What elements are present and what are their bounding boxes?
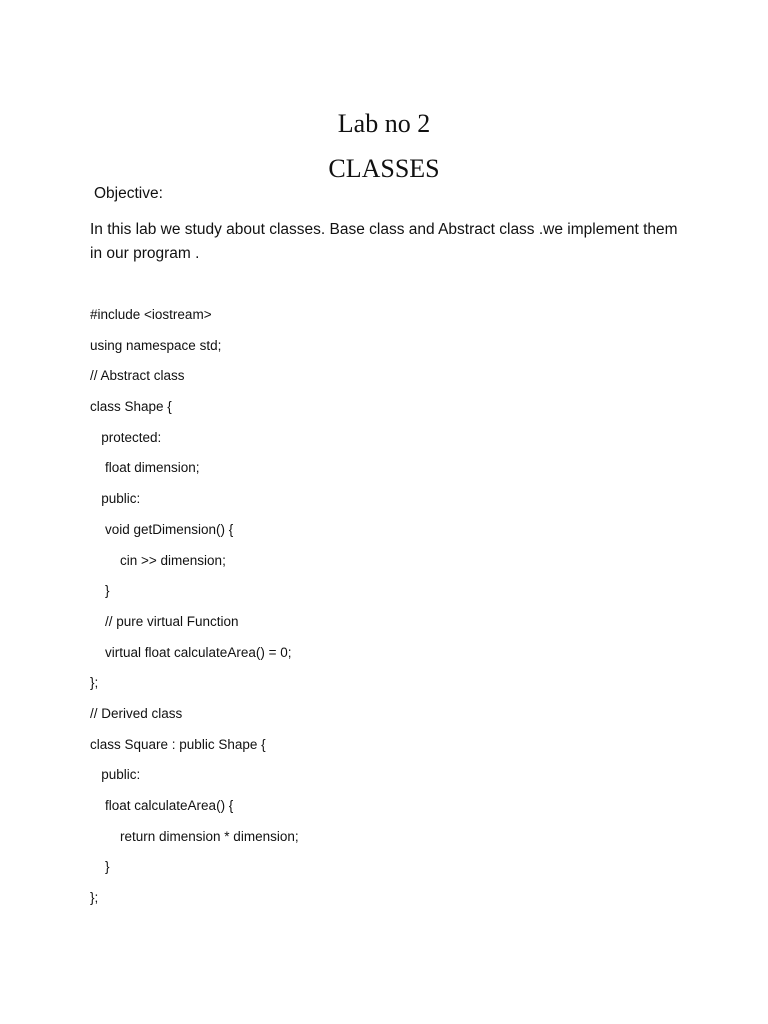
page-subtitle: CLASSES	[328, 154, 440, 183]
code-line: }	[90, 583, 110, 599]
code-line: class Square : public Shape {	[90, 736, 266, 752]
code-line: return dimension * dimension;	[90, 828, 299, 844]
code-line: protected:	[90, 429, 162, 445]
code-line: using namespace std;	[90, 337, 222, 353]
code-line: cin >> dimension;	[90, 552, 226, 568]
code-line: };	[90, 890, 99, 906]
code-block	[90, 305, 299, 919]
objective-paragraph: In this lab we study about classes. Base class and Abstract class .we implement them in our program .	[90, 221, 678, 262]
code-line: // Derived class	[90, 705, 183, 721]
code-line: virtual float calculateArea() = 0;	[90, 644, 292, 660]
code-line: float dimension;	[90, 460, 200, 476]
code-line: };	[90, 675, 99, 691]
code-line: float calculateArea() {	[90, 798, 234, 813]
code-line: // pure virtual Function	[90, 613, 239, 629]
code-line: class Shape {	[90, 399, 172, 415]
code-line: void getDimension() {	[90, 521, 234, 537]
code-line: public:	[90, 767, 141, 783]
page-title: Lab no 2	[337, 109, 431, 138]
code-line: #include <iostream>	[90, 307, 212, 322]
objective-label: Objective:	[94, 185, 163, 202]
code-line: public:	[90, 491, 141, 507]
code-line: }	[90, 859, 110, 875]
code-line: // Abstract class	[90, 368, 185, 384]
